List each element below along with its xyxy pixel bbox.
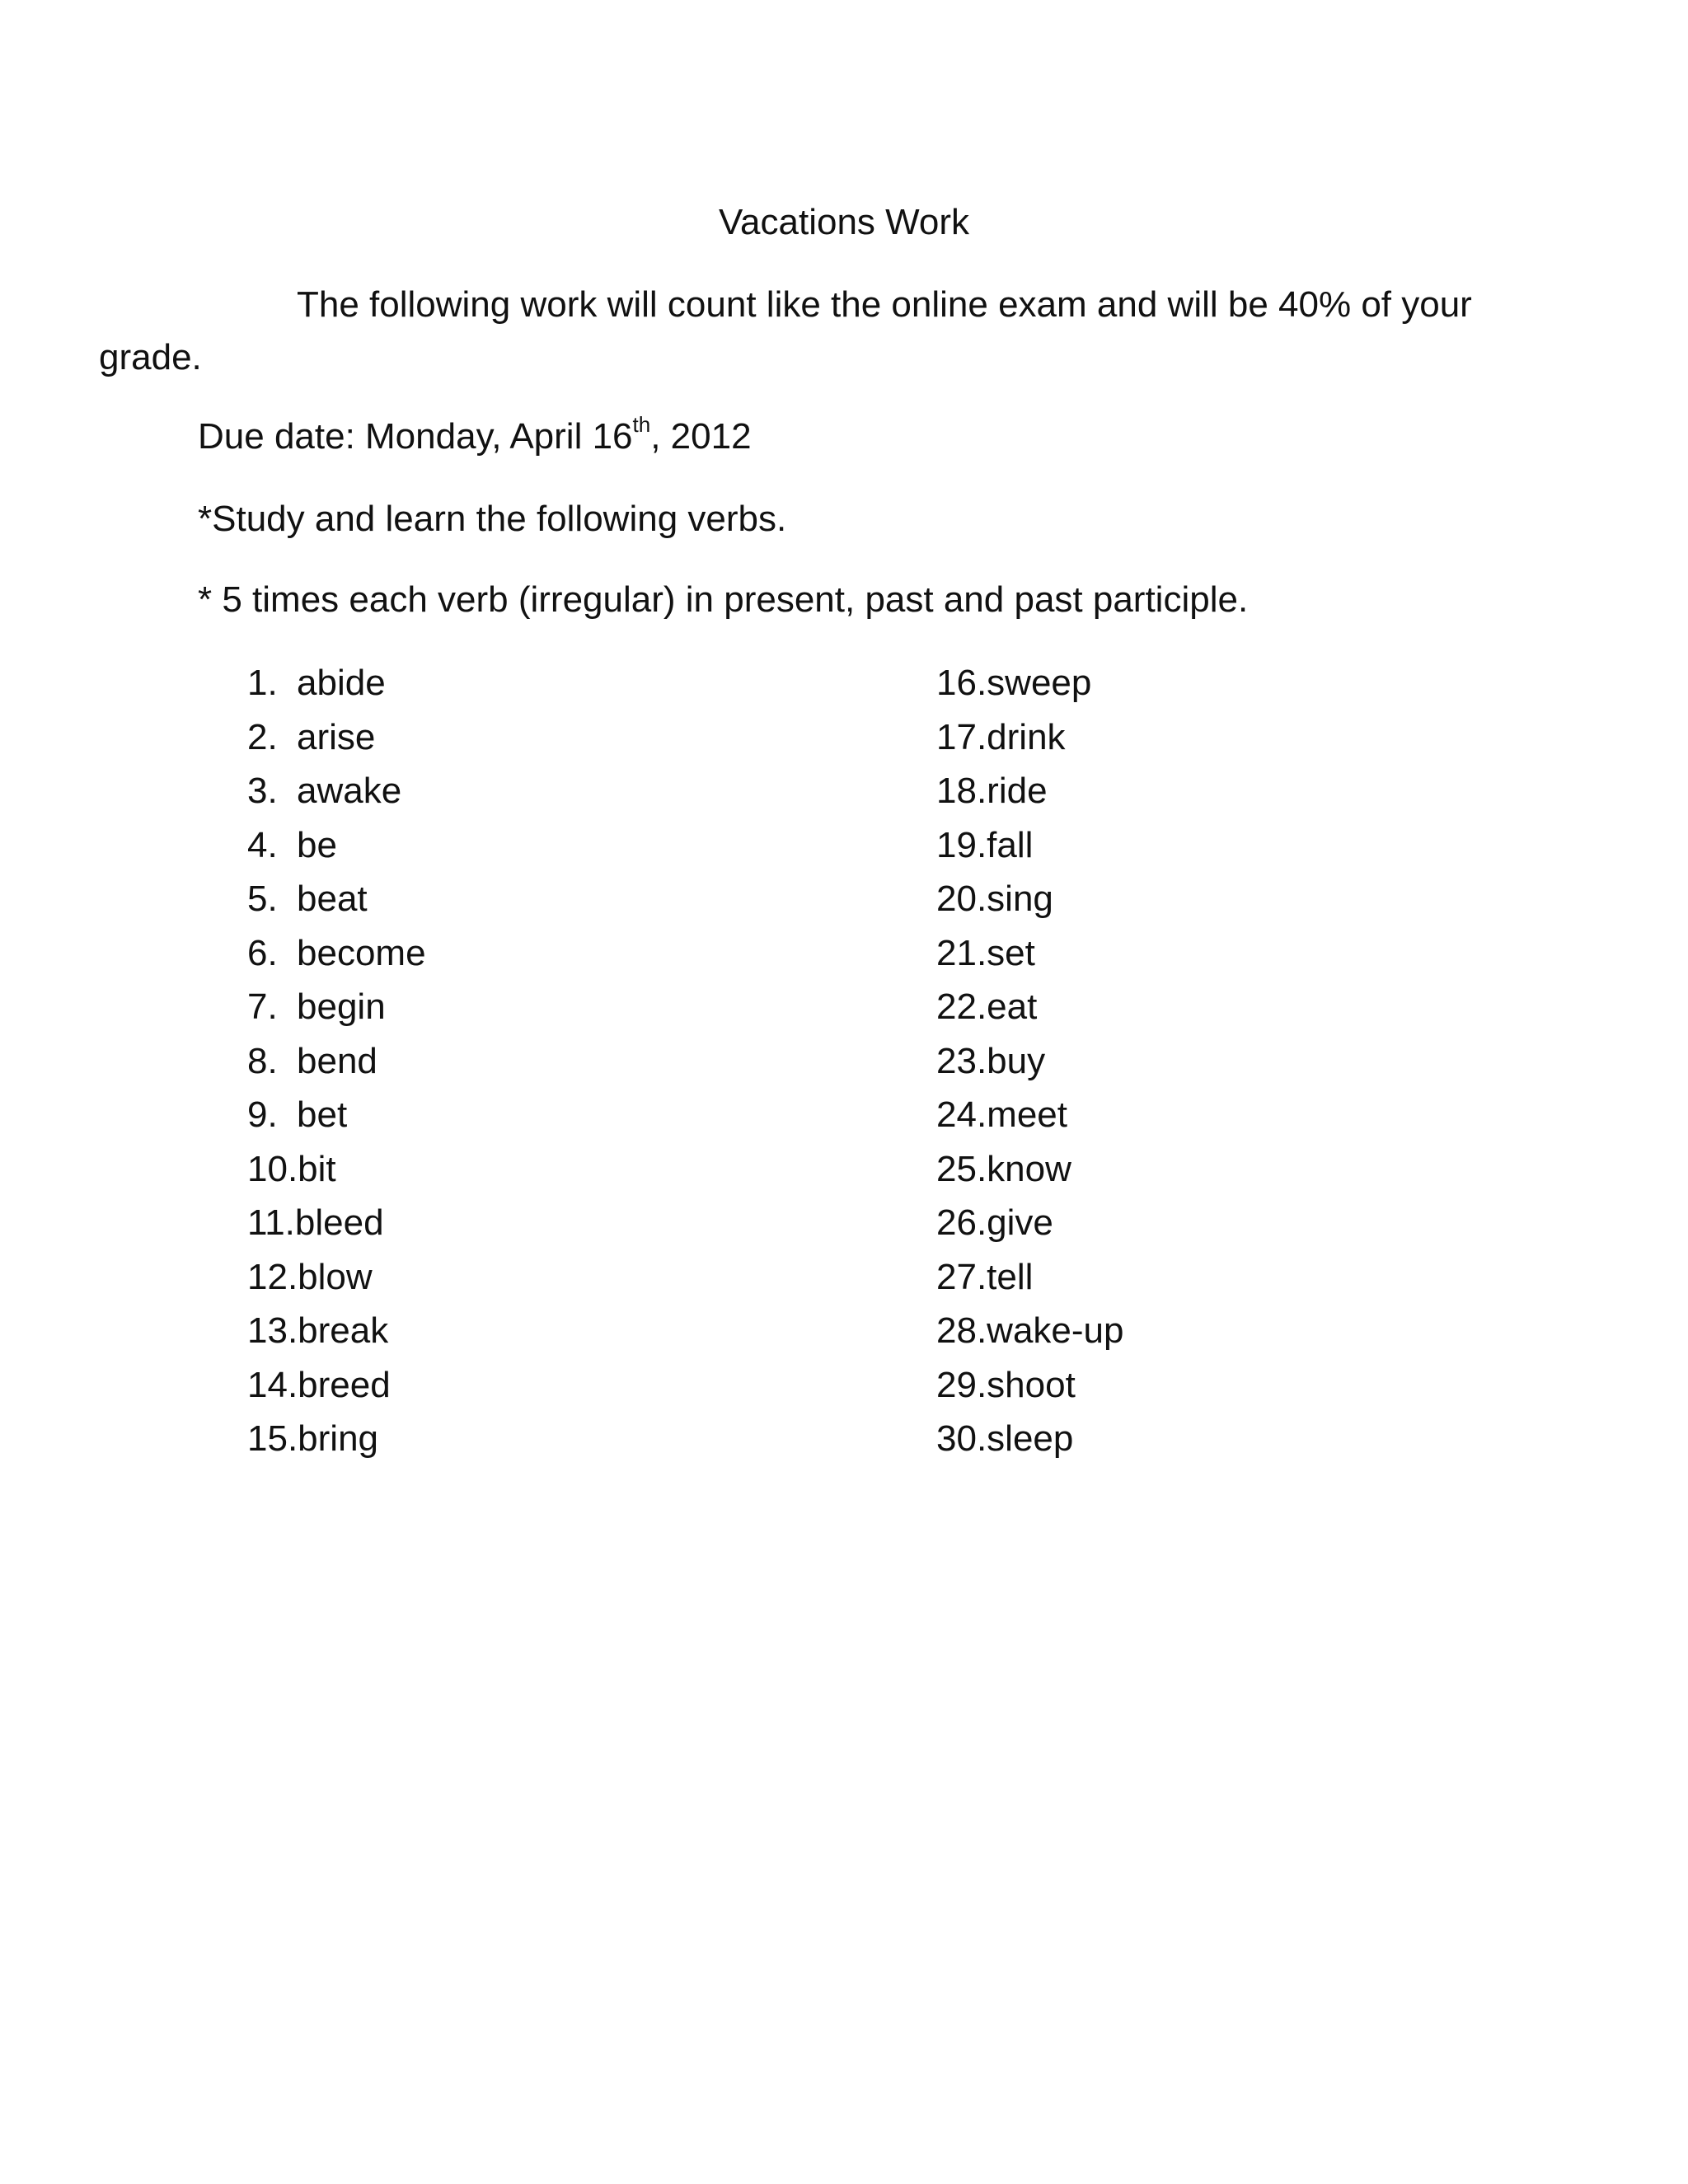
verb-list-item — [247, 1196, 841, 1250]
verb-word: bit — [298, 1148, 336, 1189]
verb-list-item — [936, 1196, 1530, 1250]
verb-list-left — [247, 656, 841, 1466]
verb-list-item — [247, 1142, 841, 1197]
verb-list-item — [247, 818, 841, 873]
verb-number: 10. — [247, 1148, 298, 1189]
verb-number: 17. — [936, 716, 987, 757]
verb-word: fall — [987, 824, 1034, 865]
verb-word: bring — [298, 1418, 379, 1459]
verb-number: 13. — [247, 1310, 298, 1351]
verb-number: 29. — [936, 1364, 987, 1405]
due-date-ordinal: th — [632, 412, 651, 438]
verb-list-item — [247, 980, 841, 1034]
verb-list-item — [247, 1034, 841, 1089]
verb-list-item — [247, 1358, 841, 1413]
verb-list-item — [936, 1358, 1530, 1413]
verb-number: 1. — [247, 663, 278, 703]
verb-word: set — [987, 932, 1035, 973]
verb-list-item — [247, 1250, 841, 1305]
verb-list-item — [247, 1088, 841, 1142]
verb-list-item — [936, 1250, 1530, 1305]
verb-number: 28. — [936, 1310, 987, 1351]
verb-number: 9. — [247, 1094, 278, 1135]
verb-number: 11. — [247, 1202, 295, 1243]
verb-word: shoot — [987, 1364, 1076, 1405]
verb-word: begin — [297, 987, 386, 1027]
due-date-year: , 2012 — [650, 416, 752, 457]
verb-list-item — [247, 656, 841, 710]
verb-number: 16. — [936, 663, 987, 703]
intro-paragraph — [99, 279, 1484, 384]
verb-word: awake — [297, 771, 402, 811]
verb-list-item — [247, 1304, 841, 1358]
verb-list-item — [936, 980, 1530, 1034]
verb-number: 21. — [936, 932, 987, 973]
verb-word: arise — [297, 716, 376, 757]
verb-list-item — [936, 1034, 1530, 1089]
verb-number: 26. — [936, 1202, 987, 1243]
verb-list-item — [936, 1088, 1530, 1142]
verb-list-item — [936, 1142, 1530, 1197]
verb-word: wake-up — [987, 1310, 1124, 1351]
verb-list-item — [936, 818, 1530, 873]
verb-word: bet — [297, 1094, 348, 1135]
verb-list-item — [936, 872, 1530, 926]
verb-word: sleep — [987, 1418, 1074, 1459]
due-date — [198, 410, 1484, 463]
verb-word: beat — [297, 879, 368, 919]
verb-list-item — [247, 926, 841, 981]
verb-number: 20. — [936, 879, 987, 919]
verb-number: 7. — [247, 987, 278, 1027]
verb-word: tell — [987, 1256, 1034, 1297]
verb-word: drink — [987, 716, 1066, 757]
verb-number: 22. — [936, 987, 987, 1027]
verb-number: 24. — [936, 1094, 987, 1135]
verb-word: bend — [297, 1040, 377, 1081]
verb-list-item — [247, 710, 841, 765]
instruction-study: *Study and learn the following verbs. — [198, 499, 787, 539]
verb-number: 6. — [247, 932, 278, 973]
verb-word: meet — [987, 1094, 1067, 1135]
verb-word: know — [987, 1148, 1071, 1189]
instruction-times: * 5 times each verb (irregular) in present, past and past participle. — [198, 579, 1249, 620]
verb-number: 12. — [247, 1256, 298, 1297]
verb-list-right — [936, 656, 1530, 1466]
verb-list-item — [936, 1412, 1530, 1466]
document-title: Vacations Work — [718, 202, 970, 242]
verb-word: buy — [987, 1040, 1046, 1081]
verb-word: eat — [987, 987, 1038, 1027]
verb-number: 15. — [247, 1418, 298, 1459]
verb-list-item — [936, 656, 1530, 710]
intro-text-line2: grade. — [99, 337, 202, 377]
verb-word: be — [297, 824, 337, 865]
verb-number: 30. — [936, 1418, 987, 1459]
verb-number: 23. — [936, 1040, 987, 1081]
verb-word: sweep — [987, 663, 1092, 703]
verb-number: 27. — [936, 1256, 987, 1297]
verb-list-item — [247, 872, 841, 926]
verb-number: 25. — [936, 1148, 987, 1189]
verb-number: 3. — [247, 771, 278, 811]
verb-number: 19. — [936, 824, 987, 865]
verb-number: 4. — [247, 824, 278, 865]
verb-number: 18. — [936, 771, 987, 811]
verb-number: 5. — [247, 879, 278, 919]
verb-number: 14. — [247, 1364, 298, 1405]
verb-word: breed — [298, 1364, 391, 1405]
verb-number: 8. — [247, 1040, 278, 1081]
verb-word: sing — [987, 879, 1053, 919]
verb-word: abide — [297, 663, 386, 703]
due-date-prefix: Due date: Monday, April 16 — [198, 416, 633, 457]
verb-word: bleed — [294, 1202, 384, 1243]
verb-number: 2. — [247, 716, 278, 757]
verb-list-item — [936, 1304, 1530, 1358]
verb-list-item — [247, 764, 841, 818]
verb-list-item — [247, 1412, 841, 1466]
verb-word: give — [987, 1202, 1053, 1243]
verb-word: become — [297, 932, 426, 973]
verb-list-item — [936, 926, 1530, 981]
verb-word: break — [298, 1310, 389, 1351]
verb-list-item — [936, 764, 1530, 818]
intro-text-line1: The following work will count like the online exam and will be 40% of your — [297, 284, 1472, 325]
verb-word: ride — [987, 771, 1048, 811]
verb-list-item — [936, 710, 1530, 765]
verb-word: blow — [298, 1256, 373, 1297]
